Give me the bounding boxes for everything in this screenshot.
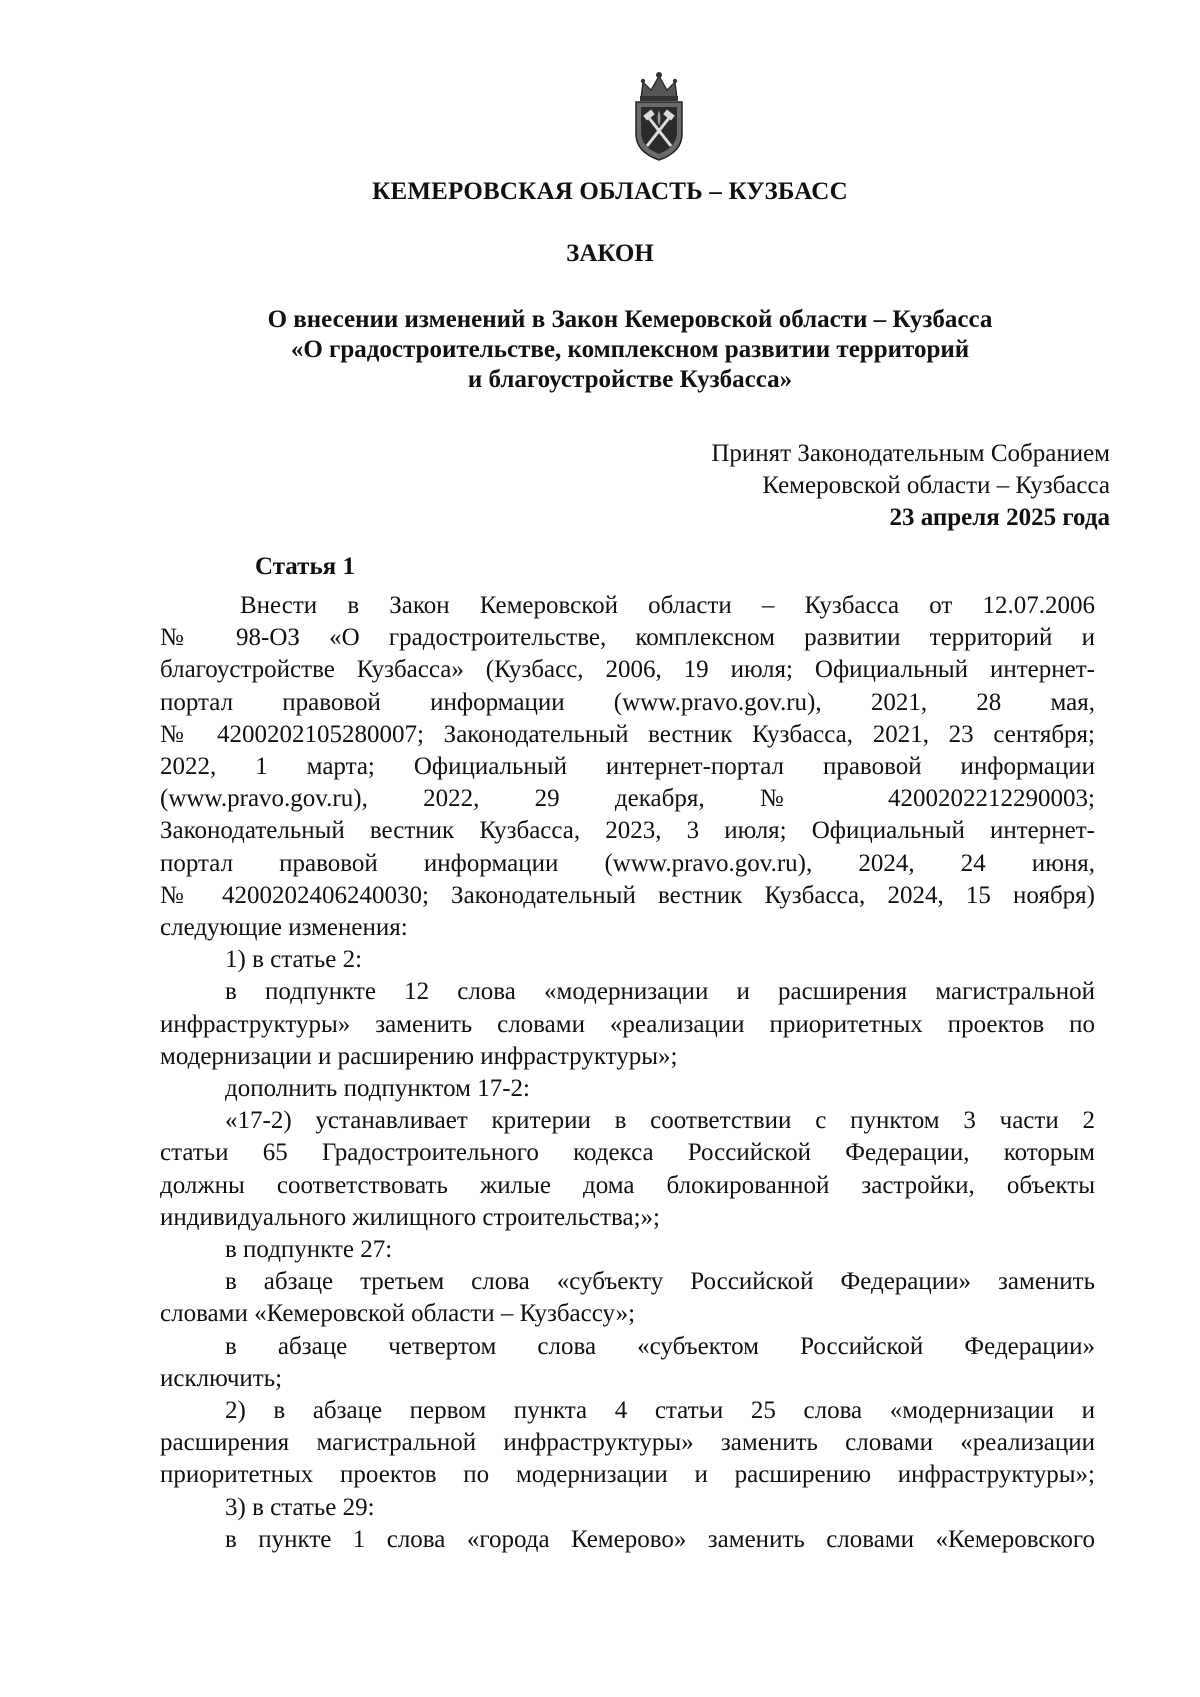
body-line: приоритетных проектов по модернизации и расширению инфраструктуры»; bbox=[160, 1461, 1095, 1489]
region-name: КЕМЕРОВСКАЯ ОБЛАСТЬ – КУЗБАСС bbox=[372, 178, 848, 205]
adoption-line: Кемеровской области – Кузбасса bbox=[762, 472, 1110, 499]
body-line: «17-2) устанавливает критерии в соответствии с пунктом 3 части 2 bbox=[225, 1107, 1095, 1135]
body-line: (www.pravo.gov.ru), 2022, 29 декабря, № 4200202212290003; bbox=[160, 785, 1095, 813]
body-line: 1) в статье 2: bbox=[225, 946, 363, 974]
law-title-line: «О градостроительстве, комплексном развитии территорий bbox=[290, 336, 970, 363]
body-line: в подпункте 12 слова «модернизации и расширения магистральной bbox=[225, 978, 1095, 1006]
law-title bbox=[200, 305, 1060, 395]
adoption-block bbox=[711, 438, 1110, 534]
body-line: дополнить подпунктом 17-2: bbox=[225, 1075, 530, 1103]
body-line: Внести в Закон Кемеровской области – Кузбасса от 12.07.2006 bbox=[240, 592, 1095, 619]
body-line: № 98-ОЗ «О градостроительстве, комплексном развитии территорий и bbox=[160, 624, 1095, 652]
adoption-date: 23 апреля 2025 года bbox=[889, 504, 1110, 531]
body-line: Законодательный вестник Кузбасса, 2023, 3 июля; Официальный интернет- bbox=[160, 817, 1095, 845]
document-type: ЗАКОН bbox=[566, 240, 654, 267]
body-line: расширения магистральной инфраструктуры» заменить словами «реализации bbox=[160, 1429, 1095, 1457]
body-line: благоустройстве Кузбасса» (Кузбасс, 2006, 19 июля; Официальный интернет- bbox=[160, 656, 1095, 684]
coat-of-arms-icon bbox=[627, 68, 691, 164]
body-line: 3) в статье 29: bbox=[225, 1493, 375, 1521]
body-line: № 4200202105280007; Законодательный вестник Кузбасса, 2021, 23 сентября; bbox=[160, 720, 1095, 748]
body-line: индивидуального жилищного строительства;»; bbox=[160, 1203, 660, 1231]
body-line: инфраструктуры» заменить словами «реализации приоритетных проектов по bbox=[160, 1010, 1095, 1038]
body-line: 2) в абзаце первом пункта 4 статьи 25 слова «модернизации и bbox=[225, 1397, 1095, 1425]
adoption-line: Принят Законодательным Собранием bbox=[711, 440, 1110, 467]
body-line: исключить; bbox=[160, 1364, 283, 1392]
body-line: 2022, 1 марта; Официальный интернет-портал правовой информации bbox=[160, 753, 1095, 781]
body-line: № 4200202406240030; Законодательный вестник Кузбасса, 2024, 15 ноября) bbox=[160, 881, 1095, 909]
body-line: в подпункте 27: bbox=[225, 1236, 393, 1264]
body-line: должны соответствовать жилые дома блокированной застройки, объекты bbox=[160, 1171, 1095, 1199]
law-title-line: О внесении изменений в Закон Кемеровской области – Кузбасса bbox=[267, 306, 993, 333]
body-line: портал правовой информации (www.pravo.gov.ru), 2024, 24 июня, bbox=[160, 849, 1095, 877]
article-heading: Статья 1 bbox=[255, 553, 355, 580]
body-line: в пункте 1 слова «города Кемерово» заменить словами «Кемеровского bbox=[225, 1525, 1095, 1553]
body-line: статьи 65 Градостроительного кодекса Российской Федерации, которым bbox=[160, 1139, 1095, 1167]
body-line: в абзаце третьем слова «субъекту Российской Федерации» заменить bbox=[225, 1268, 1095, 1296]
body-line: следующие изменения: bbox=[160, 914, 408, 942]
body-line: модернизации и расширению инфраструктуры»; bbox=[160, 1042, 678, 1070]
body-line: портал правовой информации (www.pravo.gov.ru), 2021, 28 мая, bbox=[160, 688, 1095, 716]
body-line: в абзаце четвертом слова «субъектом Российской Федерации» bbox=[225, 1332, 1095, 1360]
law-title-line: и благоустройстве Кузбасса» bbox=[467, 366, 793, 393]
body-line: словами «Кемеровской области – Кузбассу»; bbox=[160, 1300, 636, 1328]
article-body bbox=[160, 590, 1095, 1556]
